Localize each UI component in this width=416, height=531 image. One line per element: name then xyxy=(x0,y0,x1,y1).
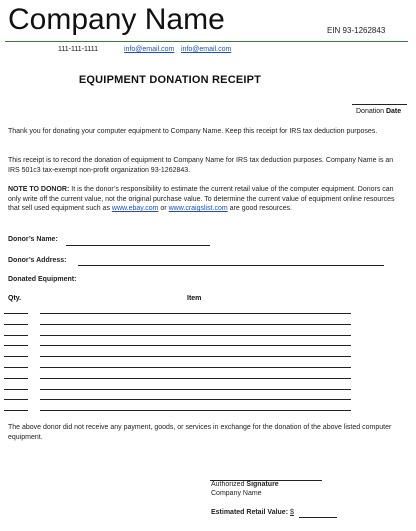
craigslist-link[interactable]: www.craigslist.com xyxy=(168,205,228,212)
donor-address-label: Donor’s Address: xyxy=(8,257,67,264)
qty-line[interactable] xyxy=(4,345,28,346)
header-divider xyxy=(5,41,408,42)
thanks-paragraph: Thank you for donating your computer equipment to Company Name. Keep this receipt for IRS tax deduction purposes. xyxy=(8,128,378,135)
item-line[interactable] xyxy=(40,410,351,411)
qty-line[interactable] xyxy=(4,356,28,357)
email-link-2[interactable]: info@email.com xyxy=(181,46,232,53)
record-paragraph: This receipt is to record the donation of equipment to Company Name for IRS tax deduction purposes. Company Name is an IRS 501c3 tax-exempt non-profit organization 93-1262843. xyxy=(8,157,394,174)
donor-name-label: Donor’s Name: xyxy=(8,236,58,243)
qty-line[interactable] xyxy=(4,410,28,411)
item-column-header: Item xyxy=(187,295,202,302)
item-line[interactable] xyxy=(40,389,351,390)
qty-line[interactable] xyxy=(4,313,28,314)
phone-number: 111-111-1111 xyxy=(58,46,98,53)
authorized-signature-label: Authorized Signature xyxy=(211,481,279,488)
qty-line[interactable] xyxy=(4,378,28,379)
donor-address-field[interactable] xyxy=(78,265,384,266)
estimated-value-field[interactable] xyxy=(299,517,337,518)
ebay-link[interactable]: www.ebay.com xyxy=(111,205,159,212)
note-label: NOTE TO DONOR: xyxy=(8,186,70,193)
item-line[interactable] xyxy=(40,367,351,368)
company-name: Company Name xyxy=(8,3,225,36)
ein-number: EIN 93-1262843 xyxy=(327,26,386,35)
item-line[interactable] xyxy=(40,313,351,314)
document-title: EQUIPMENT DONATION RECEIPT xyxy=(78,74,262,86)
qty-line[interactable] xyxy=(4,399,28,400)
donation-date-label: Donation Date xyxy=(356,108,402,115)
signature-company-name: Company Name xyxy=(211,490,262,497)
donated-equipment-label: Donated Equipment: xyxy=(8,276,77,283)
item-line[interactable] xyxy=(40,335,351,336)
qty-line[interactable] xyxy=(4,324,28,325)
item-line[interactable] xyxy=(40,345,351,346)
qty-line[interactable] xyxy=(4,335,28,336)
note-to-donor-paragraph: NOTE TO DONOR: It is the donor’s responsibility to estimate the current retail value of the computer equipment. Donors can only write off the current value, not the original purchase value. To determine the current value of equipment online resources that sell used equipment such as www.ebay.com or www.craigslist.com are good resources. xyxy=(8,186,395,212)
estimated-value-row: Estimated Retail Value: $ xyxy=(211,509,294,516)
qty-line[interactable] xyxy=(4,367,28,368)
item-line[interactable] xyxy=(40,324,351,325)
item-line[interactable] xyxy=(40,378,351,379)
item-line[interactable] xyxy=(40,399,351,400)
donation-date-line xyxy=(352,104,407,105)
qty-column-header: Qty. xyxy=(8,295,22,302)
email-link-1[interactable]: info@email.com xyxy=(124,46,175,53)
donor-name-field[interactable] xyxy=(66,245,210,246)
qty-line[interactable] xyxy=(4,389,28,390)
item-line[interactable] xyxy=(40,356,351,357)
no-goods-statement: The above donor did not receive any payment, goods, or services in exchange for the donation of the above listed computer equipment. xyxy=(8,424,392,441)
